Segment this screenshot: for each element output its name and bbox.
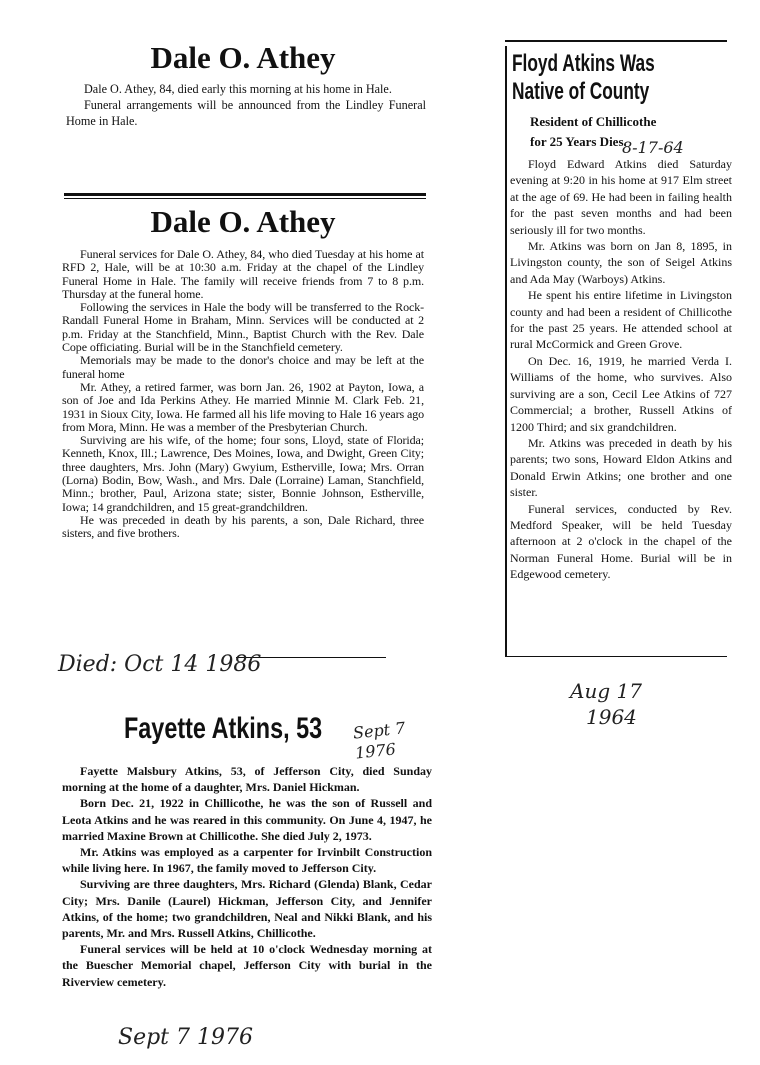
note-line: Aug 17 <box>570 679 642 703</box>
paragraph: He was preceded in death by his parents, a son, Dale Richard, three sisters, and five brothers. <box>62 512 424 541</box>
handwritten-date: Sept 7 1976 <box>352 718 407 763</box>
divider <box>505 40 727 42</box>
paragraph: Mr. Atkins was born on Jan 8, 1895, in Livingston county, the son of Seigel Atkins and Ada May (Warboys) Atkins. <box>510 239 732 286</box>
paragraph: Surviving are three daughters, Mrs. Richard (Glenda) Blank, Cedar City; Mrs. Danile (Laurel) Hickman, Jefferson City, and Jennifer Atkins, of the home; two grandchildren, Neal and Nikki Blank, and his parents, Mr. and Mrs. Russell Atkins, Chillicothe. <box>62 877 432 941</box>
paragraph: Mr. Atkins was preceded in death by his parents; two sons, Howard Eldon Atkins and Donald Erwin Atkins; one brother and one sister. <box>510 435 732 500</box>
title-line: Native of County <box>512 78 650 105</box>
handwritten-date: 8-17-64 <box>622 138 684 157</box>
paragraph: Mr. Athey, a retired farmer, was born Jan. 26, 1902 at Payton, Iowa, a son of Joe and Ida Perkins Athey. He married Minnie M. Clark Feb. 21, 1931 in Sioux City, Iowa. He farmed all his life moving to Hale 16 years ago from Mora, Minn. He was a member of the Presbyterian Church. <box>62 379 424 434</box>
column-rule <box>505 46 507 656</box>
divider <box>505 656 727 657</box>
paragraph: Memorials may be made to the donor's choice and may be left at the funeral home <box>62 353 424 381</box>
paragraph: Funeral services will be held at 10 o'clock Wednesday morning at the Buescher Memorial chapel, Jefferson City with burial in the Riverview cemetery. <box>62 942 432 989</box>
paragraph: On Dec. 16, 1919, he married Verda I. Williams of the home, who survives. Also surviving are a son, Cecil Lee Atkins of 727 Commercial; a brother, Russell Atkins of 1200 Third; and six grandchildren. <box>510 353 732 434</box>
article3-title: Fayette Atkins, 53 <box>124 712 323 745</box>
note-line: 1964 <box>586 705 637 729</box>
handwritten-note <box>570 678 642 730</box>
article4-body <box>510 156 732 583</box>
divider <box>64 198 426 199</box>
paragraph: Mr. Atkins was employed as a carpenter for Irvinbilt Construction while living here. In 1967, the family moved to Jefferson City. <box>62 845 432 876</box>
article2-title: Dale O. Athey <box>150 204 336 239</box>
paragraph: Dale O. Athey, 84, died early this morning at his home in Hale. <box>84 82 392 96</box>
handwritten-death-date: Died: Oct 14 1986 <box>58 652 262 677</box>
paragraph: Funeral services, conducted by Rev. Medford Speaker, will be held Tuesday afternoon at 2 o'clock in the chapel of the Norman Funeral Home. Burial will be in Edgewood cemetery. <box>510 501 732 582</box>
subhead-line: Resident of Chillicothe <box>530 114 657 129</box>
paragraph: Born Dec. 21, 1922 in Chillicothe, he was the son of Russell and Leota Atkins and he was reared in this community. On June 4, 1947, he married Maxine Brown at Chillicothe. She died July 2, 1973. <box>62 796 432 843</box>
article1-body <box>66 82 426 129</box>
paragraph: Funeral arrangements will be announced from the Lindley Funeral Home in Hale. <box>66 97 426 128</box>
article2-body <box>62 248 424 541</box>
handwritten-note: Sept 7 1976 <box>118 1025 253 1050</box>
article3-body <box>62 763 432 990</box>
article4-title <box>512 50 655 106</box>
article1-title: Dale O. Athey <box>150 40 336 75</box>
paragraph: Following the services in Hale the body will be transferred to the Rock-Randall Funeral Home in Braham, Minn. Services will be conducted at 2 p.m. Friday at the Stanchfield, Minn., Baptist Church with the Rev. Dale Cope officiating. Burial will be in the Stanchfield cemetery. <box>62 300 424 355</box>
divider <box>64 193 426 196</box>
paragraph: Floyd Edward Atkins died Saturday evening at 9:20 in his home at 917 Elm street at the age of 69. He had been in failing health for the past seven months and had been seriously ill for two months. <box>510 157 732 237</box>
paragraph: Funeral services for Dale O. Athey, 84, who died Tuesday at his home at RFD 2, Hale, will be at 10:30 a.m. Friday at the chapel of the Lindley Funeral Home in Hale. The family will receive friends from 7 to 8 p.m. Thursday at the funeral home. <box>62 247 424 301</box>
paragraph: Fayette Malsbury Atkins, 53, of Jefferson City, died Sunday morning at the home of a daughter, Mrs. Daniel Hickman. <box>62 764 432 795</box>
paragraph: Surviving are his wife, of the home; four sons, Lloyd, state of Florida; Kenneth, Knox, Ill.; Lawrence, Des Moines, Iowa, and Dwight, Green City; three daughters, Mrs. John (Mary) Gwyium, Estherville, Iowa; Mrs. Orran (Lorna) Bodin, Bow, Wash., and Mrs. Dale (Lorraine) Laman, Stanchfield, Minn.; brother, Paul, Arizona state; sister, Bonnie Johnson, Estherville, Iowa; 14 grandchildren, and 15 great-grandchildren. <box>62 433 424 514</box>
paragraph: He spent his entire lifetime in Livingston county and had been a resident of Chillicothe for the past 25 years. He attended school at rural McCormick and Green Grove. <box>510 288 732 352</box>
subhead-line: for 25 Years Dies. <box>530 134 627 149</box>
title-line: Floyd Atkins Was <box>512 50 655 77</box>
